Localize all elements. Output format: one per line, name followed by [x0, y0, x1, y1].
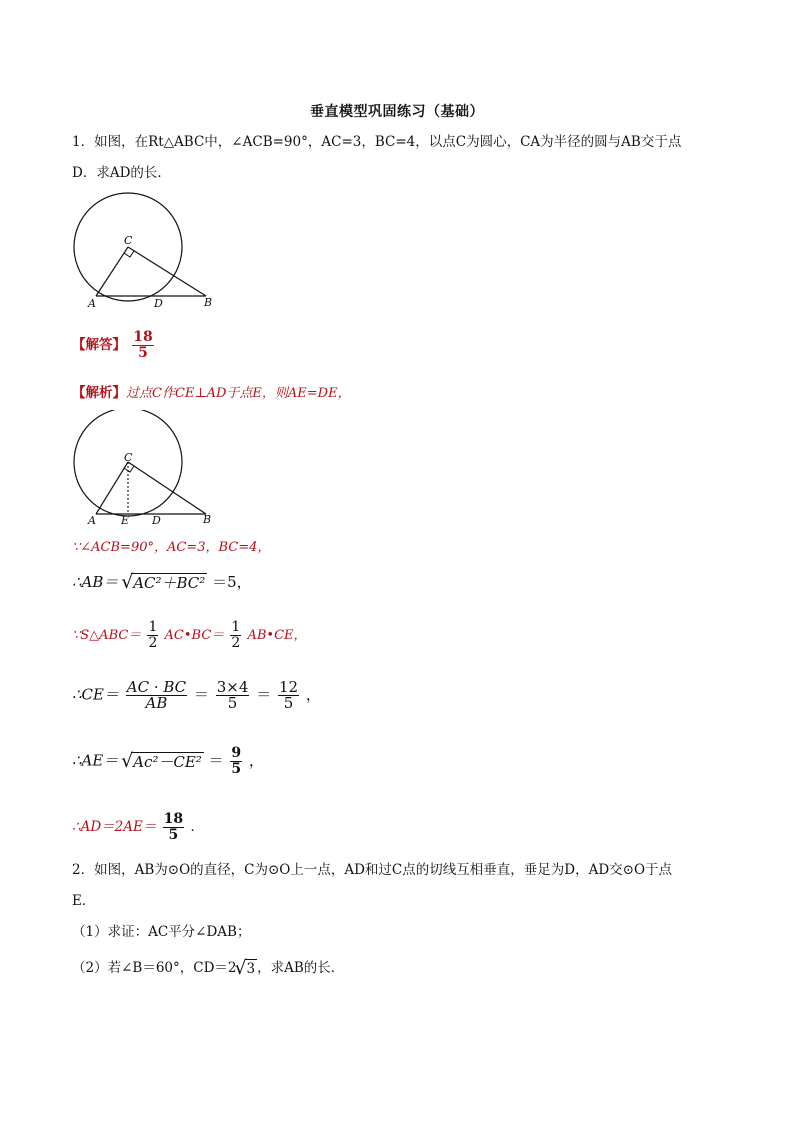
- step5-num: 9: [231, 745, 242, 761]
- q2-part1: （1）求证：AC平分∠DAB；: [72, 924, 251, 940]
- answer-row: [72, 330, 156, 361]
- step5-end: ，: [248, 751, 264, 770]
- fig2-label-A: A: [88, 514, 96, 527]
- q2-part2: [72, 958, 344, 979]
- step3-end: AB•CE，: [247, 628, 307, 643]
- answer-fraction: [132, 330, 153, 361]
- fig2-label-C: C: [124, 451, 133, 464]
- step4-lhs: ∴CE＝: [72, 685, 119, 704]
- fig1-label-A: A: [88, 297, 96, 310]
- step6-end: ．: [190, 819, 204, 835]
- step6-fraction: [163, 812, 184, 843]
- analysis-step1: ∵∠ACB=90°，AC=3，BC=4，: [72, 540, 271, 555]
- q2-text-line1: 2．如图，AB为⊙O的直径，C为⊙O上一点，AD和过C点的切线互相垂直，垂足为D，AD交⊙O于点: [72, 862, 673, 878]
- fig1-label-C: C: [124, 234, 133, 247]
- step5-lhs: ∴AE＝: [72, 751, 119, 770]
- answer-tag: 【解答】: [72, 337, 126, 353]
- analysis-step5: [72, 746, 264, 777]
- step4-f1-den: AB: [145, 694, 168, 712]
- step3-f1-num: 1: [148, 619, 158, 635]
- answer-denominator: 5: [138, 345, 148, 361]
- page-title: 垂直模型巩固练习（基础）: [310, 104, 484, 120]
- step4-fraction-2: [216, 680, 250, 711]
- step4-f3-den: 5: [283, 694, 294, 712]
- analysis-step6: [72, 812, 204, 843]
- step5-sqrt: √ Ac²－CE²: [121, 749, 202, 772]
- analysis-step2: [72, 572, 252, 593]
- step5-radicand: Ac²－CE²: [133, 752, 202, 771]
- step2-rhs: ＝5，: [212, 573, 252, 591]
- step2-sqrt: √ AC²＋BC²: [121, 571, 206, 593]
- fig1-label-D: D: [154, 297, 163, 310]
- step5-eq: ＝: [208, 751, 224, 770]
- fig2-label-D: D: [152, 514, 161, 527]
- q2-text-line2: E．: [72, 893, 96, 909]
- step6-num: 18: [163, 811, 184, 827]
- analysis-tag: 【解析】: [72, 385, 126, 401]
- analysis-intro-row: [72, 383, 351, 404]
- analysis-intro: 过点C作CE⊥AD于点E，则AE=DE，: [126, 386, 351, 401]
- step3-f2-num: 1: [231, 619, 241, 635]
- step4-eq1: ＝: [193, 685, 209, 704]
- step3-f1-den: 2: [148, 635, 158, 651]
- step4-f2-den: 5: [227, 694, 238, 712]
- step6-den: 5: [168, 827, 179, 843]
- q1-text-line2: D．求AD的长．: [72, 165, 171, 181]
- step5-den: 5: [231, 761, 242, 777]
- fig2-label-B: B: [203, 513, 212, 526]
- step3-f2-den: 2: [231, 635, 241, 651]
- step4-fraction-1: [126, 680, 187, 711]
- step3-fraction-2: [230, 620, 241, 651]
- step5-fraction: [230, 746, 242, 777]
- analysis-step3: [72, 620, 307, 651]
- analysis-figure: [66, 410, 226, 530]
- step3-lhs: ∵S△ABC＝: [72, 628, 142, 643]
- step3-fraction-1: [147, 620, 158, 651]
- step4-f1-num: AC · BC: [126, 678, 187, 696]
- step2-lhs: ∴AB＝: [72, 573, 119, 591]
- step4-f2-num: 3×4: [216, 678, 249, 696]
- step3-mid: AC•BC＝: [164, 628, 225, 643]
- analysis-step4: [72, 680, 321, 711]
- q1-text-line1: 1．如图，在Rt△ABC中，∠ACB=90°，AC=3，BC=4，以点C为圆心，CA为半径的圆与AB交于点: [72, 134, 682, 150]
- answer-numerator: 18: [133, 329, 153, 345]
- q2-sqrt: √ 3: [234, 956, 256, 979]
- step4-end: ，: [305, 685, 321, 704]
- step4-fraction-3: [278, 680, 299, 711]
- step4-f3-num: 12: [278, 678, 299, 696]
- q2-part2-post: ，求AB的长．: [257, 960, 345, 976]
- fig1-label-B: B: [204, 296, 213, 309]
- step6-lhs: ∴AD＝2AE＝: [72, 819, 157, 835]
- q1-figure: [66, 192, 226, 312]
- q2-part2-pre: （2）若∠B＝60°，CD＝2: [72, 960, 237, 976]
- step2-radicand: AC²＋BC²: [133, 574, 206, 592]
- step4-eq2: ＝: [256, 685, 272, 704]
- q2-sqrt-radicand: 3: [246, 960, 256, 977]
- fig2-label-E: E: [121, 514, 130, 527]
